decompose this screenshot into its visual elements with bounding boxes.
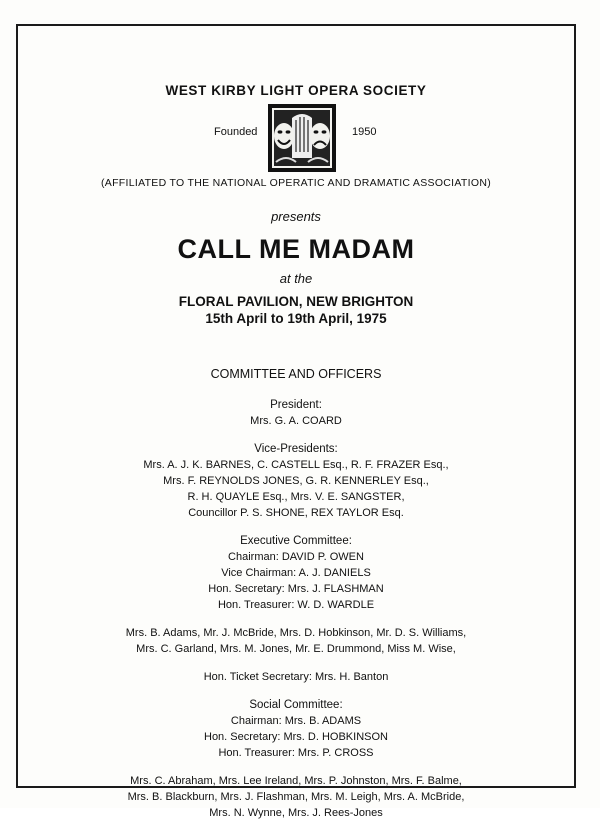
- programme-content: [16, 24, 576, 821]
- executive-officer: Hon. Treasurer: W. D. WARDLE: [217, 599, 375, 611]
- show-dates: 15th April to 19th April, 1975: [205, 311, 387, 326]
- vice-presidents-line: Mrs. F. REYNOLDS JONES, G. R. KENNERLEY Esq.,: [163, 475, 429, 487]
- social-members-line: Mrs. N. Wynne, Mrs. J. Rees-Jones: [209, 807, 383, 819]
- social-members-line: Mrs. B. Blackburn, Mrs. J. Flashman, Mrs. M. Leigh, Mrs. A. McBride,: [127, 791, 465, 803]
- committee-heading: COMMITTEE AND OFFICERS: [210, 367, 382, 381]
- presents-text: presents: [271, 209, 321, 224]
- president-label: President:: [270, 399, 322, 411]
- at-the-text: at the: [279, 271, 313, 286]
- social-officer: Hon. Treasurer: Mrs. P. CROSS: [218, 747, 374, 759]
- society-name: WEST KIRBY LIGHT OPERA SOCIETY: [165, 83, 427, 98]
- executive-members-line: Mrs. C. Garland, Mrs. M. Jones, Mr. E. Drummond, Miss M. Wise,: [136, 643, 456, 655]
- vice-presidents-label: Vice-Presidents:: [254, 443, 338, 455]
- social-members-block: [16, 773, 576, 821]
- social-committee-label: Social Committee:: [249, 699, 343, 711]
- executive-members-block: [16, 625, 576, 657]
- executive-officer: Chairman: DAVID P. OWEN: [228, 551, 364, 563]
- ticket-secretary-block: [16, 669, 576, 685]
- social-committee-block: [16, 697, 576, 761]
- venue-name: FLORAL PAVILION, NEW BRIGHTON: [178, 294, 414, 309]
- vice-presidents-line: Councillor P. S. SHONE, REX TAYLOR Esq.: [188, 507, 404, 519]
- president-block: [16, 397, 576, 429]
- founded-row: [16, 102, 576, 174]
- show-title: CALL ME MADAM: [177, 234, 415, 264]
- executive-committee-label: Executive Committee:: [240, 535, 352, 547]
- executive-officer: Hon. Secretary: Mrs. J. FLASHMAN: [208, 583, 384, 595]
- founded-label: Founded: [214, 126, 258, 138]
- affiliation-note: (AFFILIATED TO THE NATIONAL OPERATIC AND DRAMATIC ASSOCIATION): [100, 177, 492, 189]
- ticket-secretary: Hon. Ticket Secretary: Mrs. H. Banton: [203, 671, 389, 683]
- theatre-masks-icon: [266, 102, 338, 174]
- executive-members-line: Mrs. B. Adams, Mr. J. McBride, Mrs. D. Hobkinson, Mr. D. S. Williams,: [125, 627, 467, 639]
- social-members-line: Mrs. C. Abraham, Mrs. Lee Ireland, Mrs. P. Johnston, Mrs. F. Balme,: [130, 775, 462, 787]
- founded-year: 1950: [352, 126, 377, 138]
- vice-presidents-line: R. H. QUAYLE Esq., Mrs. V. E. SANGSTER,: [187, 491, 405, 503]
- executive-officer: Vice Chairman: A. J. DANIELS: [221, 567, 371, 579]
- executive-committee-block: [16, 533, 576, 613]
- social-officer: Hon. Secretary: Mrs. D. HOBKINSON: [204, 731, 388, 743]
- social-officer: Chairman: Mrs. B. ADAMS: [230, 715, 362, 727]
- vice-presidents-block: [16, 441, 576, 521]
- vice-presidents-line: Mrs. A. J. K. BARNES, C. CASTELL Esq., R. F. FRAZER Esq.,: [143, 459, 449, 471]
- president-name: Mrs. G. A. COARD: [250, 415, 342, 427]
